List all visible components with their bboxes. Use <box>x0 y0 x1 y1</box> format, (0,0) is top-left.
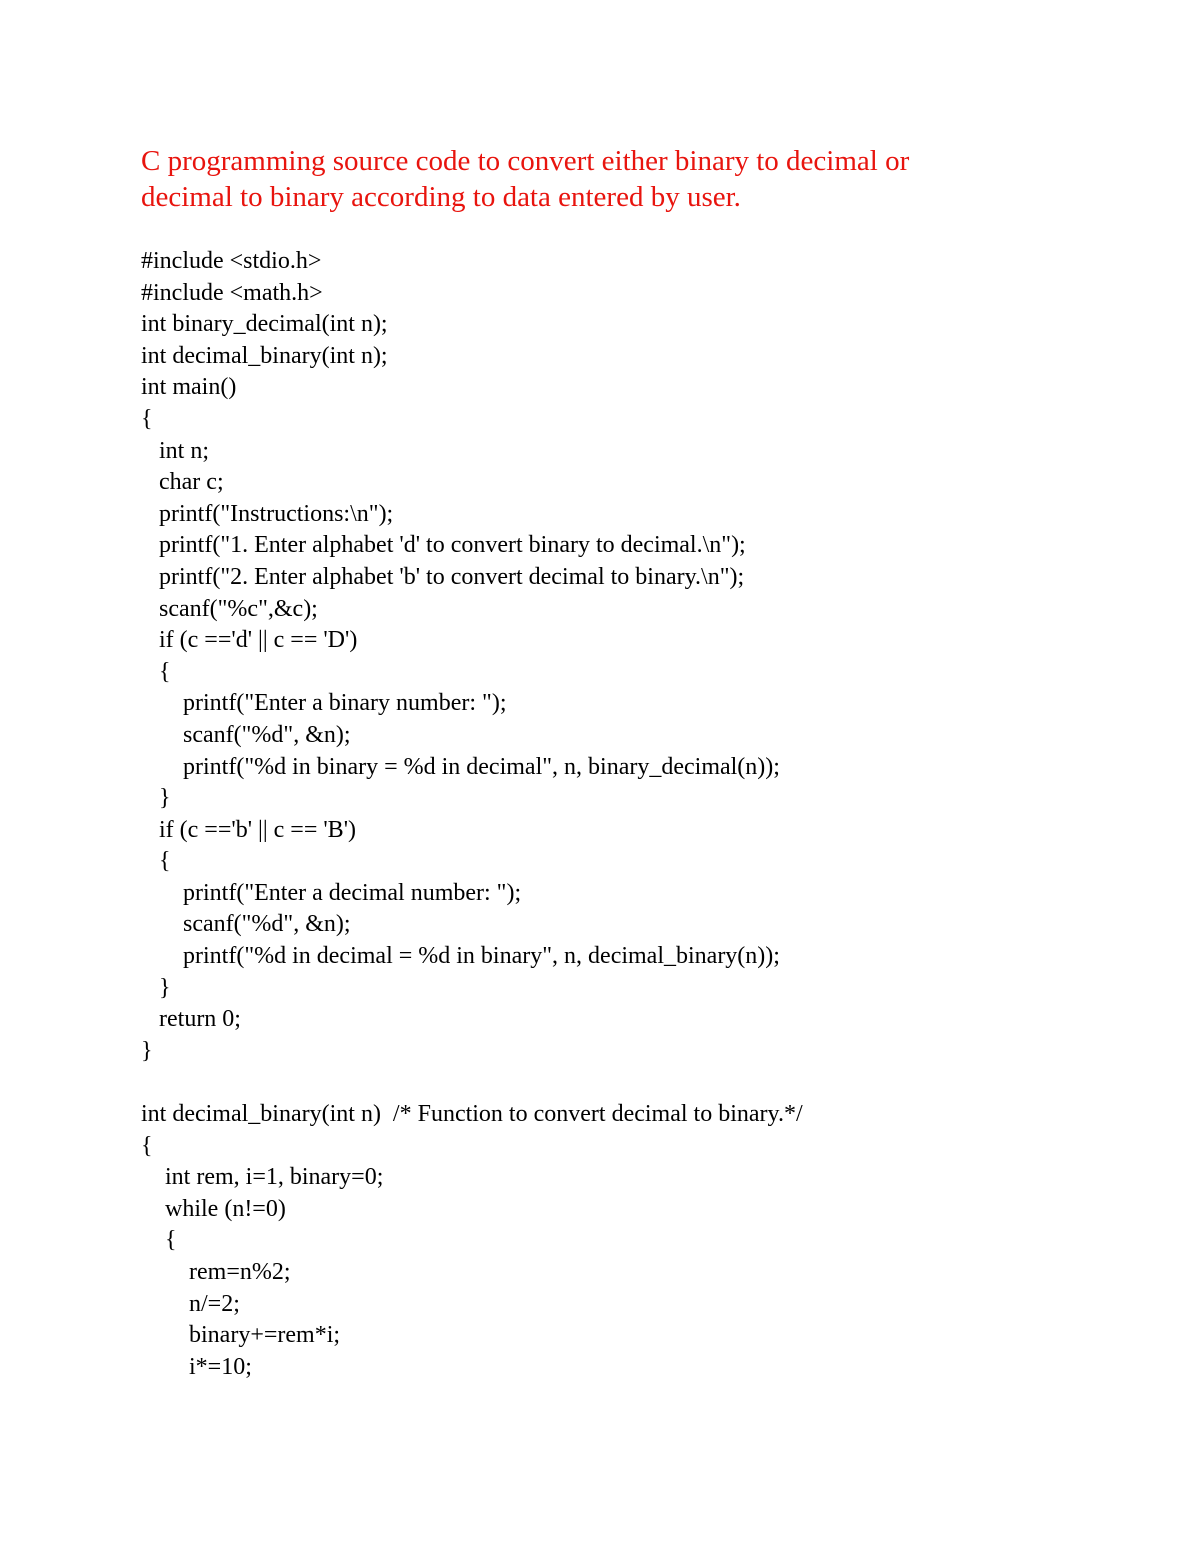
code-line: } <box>141 1037 153 1064</box>
code-line: printf("Instructions:\n"); <box>141 500 394 527</box>
code-line: scanf("%c",&c); <box>141 595 318 622</box>
code-line: i*=10; <box>141 1353 252 1380</box>
code-line: return 0; <box>141 1006 241 1033</box>
code-line: printf("1. Enter alphabet 'd' to convert binary to decimal.\n"); <box>141 532 746 559</box>
source-code-block <box>141 246 1141 1383</box>
code-line: int decimal_binary(int n) /* Function to convert decimal to binary.*/ <box>141 1101 803 1128</box>
code-line: while (n!=0) <box>141 1195 286 1222</box>
page-title <box>141 143 1041 215</box>
code-line: { <box>141 405 153 432</box>
code-line: { <box>141 1132 153 1159</box>
code-line: binary+=rem*i; <box>141 1322 341 1349</box>
code-line: int decimal_binary(int n); <box>141 342 388 369</box>
code-line: printf("2. Enter alphabet 'b' to convert decimal to binary.\n"); <box>141 563 745 590</box>
code-line: printf("%d in decimal = %d in binary", n, decimal_binary(n)); <box>141 943 780 970</box>
code-line: int main() <box>141 374 237 401</box>
code-line: #include <math.h> <box>141 279 323 306</box>
code-line: n/=2; <box>141 1290 240 1317</box>
code-line: { <box>141 658 171 685</box>
code-line: } <box>141 785 171 812</box>
code-line: { <box>141 1227 177 1254</box>
title-line-2: decimal to binary according to data entered by user. <box>141 181 741 213</box>
code-line: int binary_decimal(int n); <box>141 311 388 338</box>
code-line: { <box>141 848 171 875</box>
code-line: if (c =='d' || c == 'D') <box>141 627 358 654</box>
title-line-1: C programming source code to convert either binary to decimal or <box>141 145 910 177</box>
code-line: printf("Enter a decimal number: "); <box>141 879 522 906</box>
code-line: rem=n%2; <box>141 1259 291 1285</box>
code-line: if (c =='b' || c == 'B') <box>141 816 357 843</box>
code-line <box>141 1067 1141 1099</box>
code-line: scanf("%d", &n); <box>141 721 351 748</box>
code-line: int rem, i=1, binary=0; <box>141 1164 384 1191</box>
code-line: } <box>141 974 171 1001</box>
code-line: scanf("%d", &n); <box>141 911 351 938</box>
code-line: printf("%d in binary = %d in decimal", n, binary_decimal(n)); <box>141 753 780 780</box>
code-line: printf("Enter a binary number: "); <box>141 690 507 717</box>
code-line: char c; <box>141 469 224 496</box>
code-line: int n; <box>141 437 210 464</box>
code-line: #include <stdio.h> <box>141 248 322 274</box>
